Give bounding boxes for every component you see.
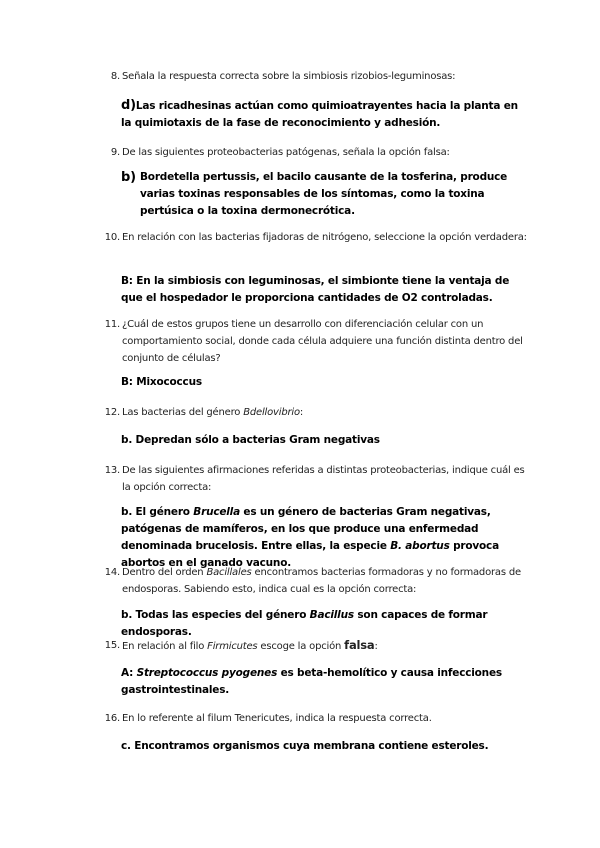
answer-13: b. El género Brucella es un género de bacterias Gram negativas, patógenas de mamíferos, en los que produce una enfermedad denominada brucelosis. Entre ellas, la especie B. abortus provoca abortos en el ganado vacuno. bbox=[121, 506, 499, 569]
question-text: De las siguientes proteobacterias patógenas, señala la opción falsa: bbox=[122, 147, 450, 158]
answer-text: B: En la simbiosis con leguminosas, el simbionte tiene la ventaja de que el hospedador le proporciona cantidades de O2 controladas. bbox=[121, 275, 510, 304]
genus-name: Bdellovibrio bbox=[243, 407, 300, 418]
question-16 bbox=[103, 710, 533, 727]
phylum-name: Firmicutes bbox=[207, 641, 258, 652]
question-13 bbox=[103, 462, 533, 496]
question-10 bbox=[103, 229, 533, 246]
question-text: ¿Cuál de estos grupos tiene un desarrollo con diferenciación celular con un comportamiento social, donde cada célula adquiere una función distinta dentro del conjunto de células? bbox=[122, 319, 523, 364]
question-number: 15. bbox=[104, 640, 120, 651]
answer-16 bbox=[121, 738, 526, 755]
answer-8 bbox=[121, 97, 526, 132]
answer-text: c. Encontramos organismos cuya membrana contiene esteroles. bbox=[121, 740, 489, 752]
question-text: En lo referente al filum Tenericutes, indica la respuesta correcta. bbox=[122, 713, 432, 724]
question-text: Las bacterias del género bbox=[122, 407, 244, 418]
answer-15: A: Streptococcus pyogenes es beta-hemolítico y causa infecciones gastrointestinales. bbox=[121, 667, 502, 696]
question-number: 10. bbox=[104, 232, 120, 243]
answer-11 bbox=[121, 374, 526, 391]
question-11 bbox=[103, 316, 533, 367]
answer-12 bbox=[121, 432, 526, 449]
answer-text: B: Mixococcus bbox=[121, 376, 202, 388]
question-9 bbox=[103, 144, 533, 161]
question-text: Señala la respuesta correcta sobre la simbiosis rizobios-leguminosas: bbox=[122, 71, 456, 82]
question-text: De las siguientes afirmaciones referidas a distintas proteobacterias, indique cuál es la opción correcta: bbox=[122, 465, 525, 493]
answer-text: Bordetella pertussis, el bacilo causante de la tosferina, produce varias toxinas responsables de los síntomas, como la toxina pertúsica o la toxina dermonecrótica. bbox=[140, 171, 508, 217]
question-text: En relación con las bacterias fijadoras de nitrógeno, seleccione la opción verdadera: bbox=[122, 232, 527, 243]
question-text: Dentro del orden bbox=[122, 567, 207, 578]
answer-10 bbox=[121, 273, 526, 307]
answer-text: b. Depredan sólo a bacterias Gram negativas bbox=[121, 434, 380, 446]
question-14: 14. Dentro del orden Bacillales encontramos bacterias formadoras y no formadoras de endosporas. Sabiendo esto, indica cual es la opción correcta: bbox=[103, 564, 533, 598]
answer-14: b. Todas las especies del género Bacillus son capaces de formar endosporas. bbox=[121, 609, 488, 638]
answer-text: Las ricadhesinas actúan como quimioatrayentes hacia la planta en la quimiotaxis de la fase de reconocimiento y adhesión. bbox=[121, 100, 518, 129]
question-number: 14. bbox=[104, 567, 120, 578]
answer-9 bbox=[121, 169, 526, 220]
question-number: 8. bbox=[110, 71, 120, 82]
species-name: B. abortus bbox=[390, 540, 450, 552]
question-number: 12. bbox=[104, 407, 120, 418]
question-12: 12. Las bacterias del género Bdellovibrio: bbox=[103, 404, 533, 421]
question-number: 11. bbox=[104, 319, 120, 330]
answer-letter: d) bbox=[121, 98, 136, 113]
species-name: Streptococcus pyogenes bbox=[136, 667, 278, 679]
question-number: 16. bbox=[104, 713, 120, 724]
question-text: En relación al filo bbox=[122, 641, 208, 652]
answer-letter: b) bbox=[121, 170, 136, 185]
genus-name: Brucella bbox=[193, 506, 240, 518]
genus-name: Bacillus bbox=[309, 609, 354, 621]
question-number: 9. bbox=[110, 147, 120, 158]
emphasis-word: falsa bbox=[344, 638, 375, 652]
order-name: Bacillales bbox=[206, 567, 252, 578]
question-8 bbox=[103, 68, 533, 85]
question-15: 15. En relación al filo Firmicutes escoge la opción falsa: bbox=[104, 638, 378, 652]
question-number: 13. bbox=[104, 465, 120, 476]
